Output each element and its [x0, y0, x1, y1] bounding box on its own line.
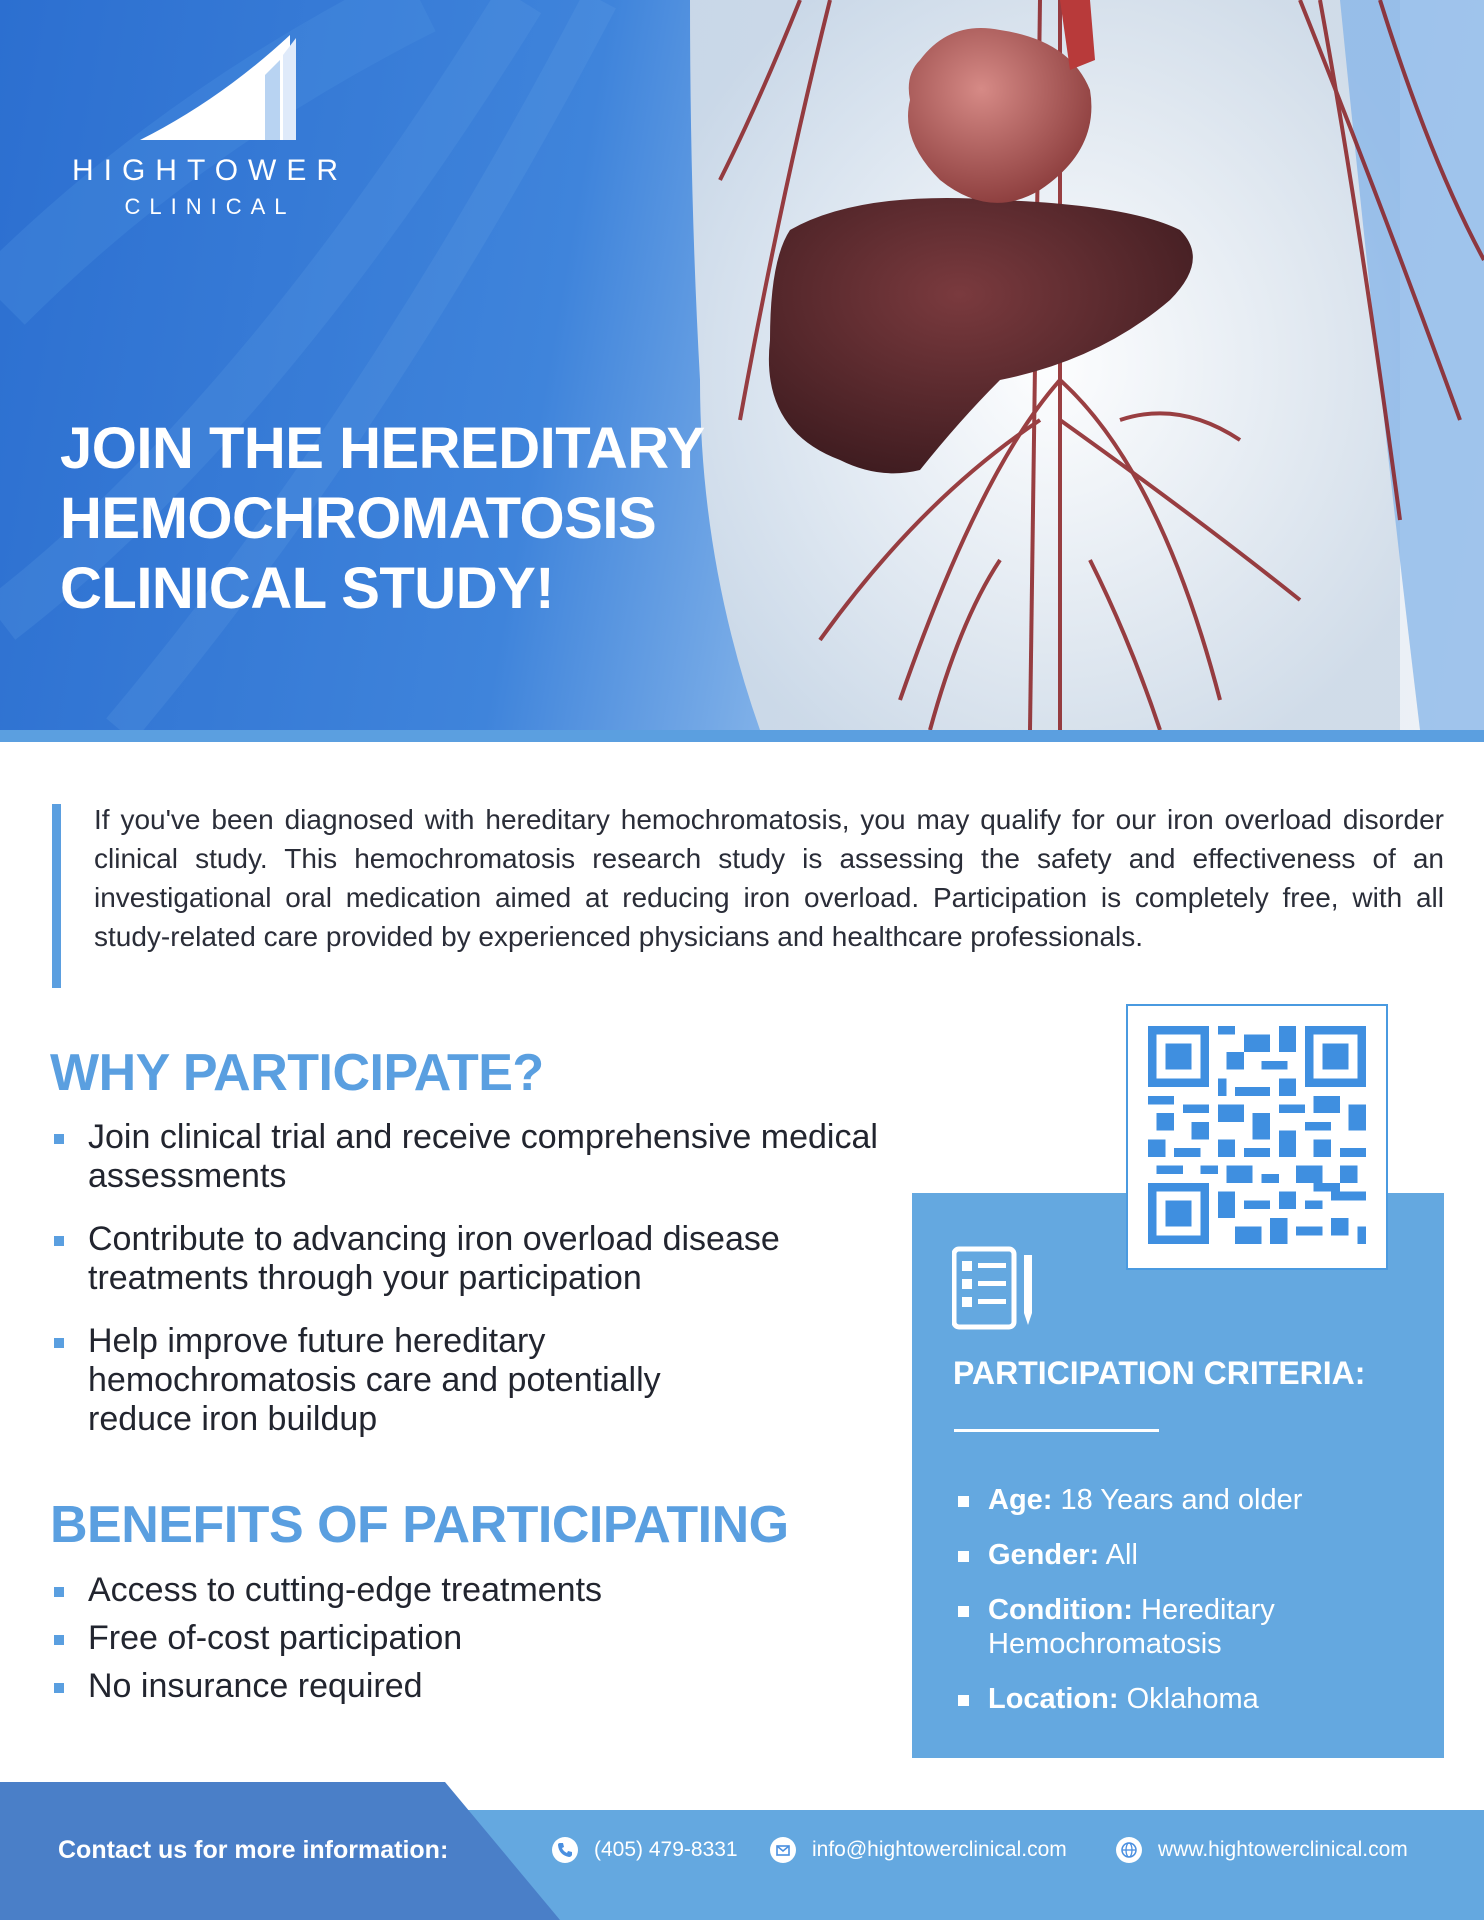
checklist-icon — [952, 1245, 1042, 1331]
benefits-list — [50, 1571, 850, 1715]
hero-banner — [0, 0, 1484, 730]
intro-paragraph: If you've been diagnosed with hereditary hemochromatosis, you may qualify for our iron overload disorder clinical study. This hemochromatosis research study is assessing the safety and effectiveness of an investigational oral medication aimed at reducing iron overload. Participation is completely free, with all study-related care provided by experienced physicians and healthcare professionals. — [94, 804, 1444, 952]
criteria-item-condition — [954, 1593, 1424, 1661]
criteria-value: Hereditary Hemochromatosis — [988, 1594, 1275, 1660]
contact-label: Contact us for more information: — [58, 1836, 449, 1864]
divider — [954, 1429, 1159, 1432]
criteria-heading: PARTICIPATION CRITERIA: — [953, 1355, 1366, 1391]
quote-bar — [52, 804, 61, 988]
criteria-item-location — [954, 1682, 1424, 1716]
intro-block — [52, 800, 1444, 988]
list-item: No insurance required — [50, 1667, 850, 1706]
title-line: CLINICAL STUDY! — [60, 556, 555, 621]
email-icon — [770, 1837, 796, 1863]
phone-contact[interactable] — [552, 1837, 738, 1863]
sail-logo-icon — [120, 30, 300, 150]
email-contact[interactable] — [770, 1837, 1067, 1863]
page-title — [60, 414, 740, 624]
brand-subtitle: CLINICAL — [124, 194, 296, 219]
criteria-value: 18 Years and older — [1060, 1484, 1303, 1516]
qr-code-icon — [1148, 1026, 1366, 1244]
hero-divider — [0, 730, 1484, 742]
globe-icon — [1116, 1837, 1142, 1863]
list-item: Access to cutting-edge treatments — [50, 1571, 850, 1610]
website-url[interactable]: www.hightowerclinical.com — [1158, 1838, 1408, 1861]
criteria-label: Age: — [988, 1484, 1053, 1516]
list-item: Contribute to advancing iron overload disease treatments through your participation — [50, 1220, 890, 1298]
title-line: JOIN THE HEREDITARY — [60, 416, 705, 481]
list-item: Free of-cost participation — [50, 1619, 850, 1658]
title-line: HEMOCHROMATOSIS — [60, 486, 657, 551]
qr-code[interactable] — [1126, 1004, 1388, 1270]
phone-number[interactable]: (405) 479-8331 — [594, 1838, 738, 1861]
why-list — [50, 1118, 890, 1463]
brand-name: HIGHTOWER — [71, 154, 349, 187]
brand-logo[interactable] — [60, 30, 360, 220]
why-heading: WHY PARTICIPATE? — [50, 1044, 544, 1102]
list-item: Join clinical trial and receive comprehensive medical assessments — [50, 1118, 890, 1196]
criteria-item-age — [954, 1483, 1424, 1517]
criteria-item-gender — [954, 1538, 1424, 1572]
website-contact[interactable] — [1116, 1837, 1408, 1863]
phone-icon — [552, 1837, 578, 1863]
criteria-value: Oklahoma — [1126, 1683, 1259, 1715]
criteria-label: Location: — [988, 1683, 1119, 1715]
criteria-value: All — [1105, 1539, 1138, 1571]
email-address[interactable]: info@hightowerclinical.com — [812, 1838, 1067, 1861]
criteria-label: Gender: — [988, 1539, 1100, 1571]
criteria-label: Condition: — [988, 1594, 1133, 1626]
benefits-heading: BENEFITS OF PARTICIPATING — [50, 1496, 789, 1554]
list-item: Help improve future hereditary hemochromatosis care and potentially reduce iron buildup — [50, 1322, 770, 1439]
criteria-list — [954, 1483, 1424, 1737]
